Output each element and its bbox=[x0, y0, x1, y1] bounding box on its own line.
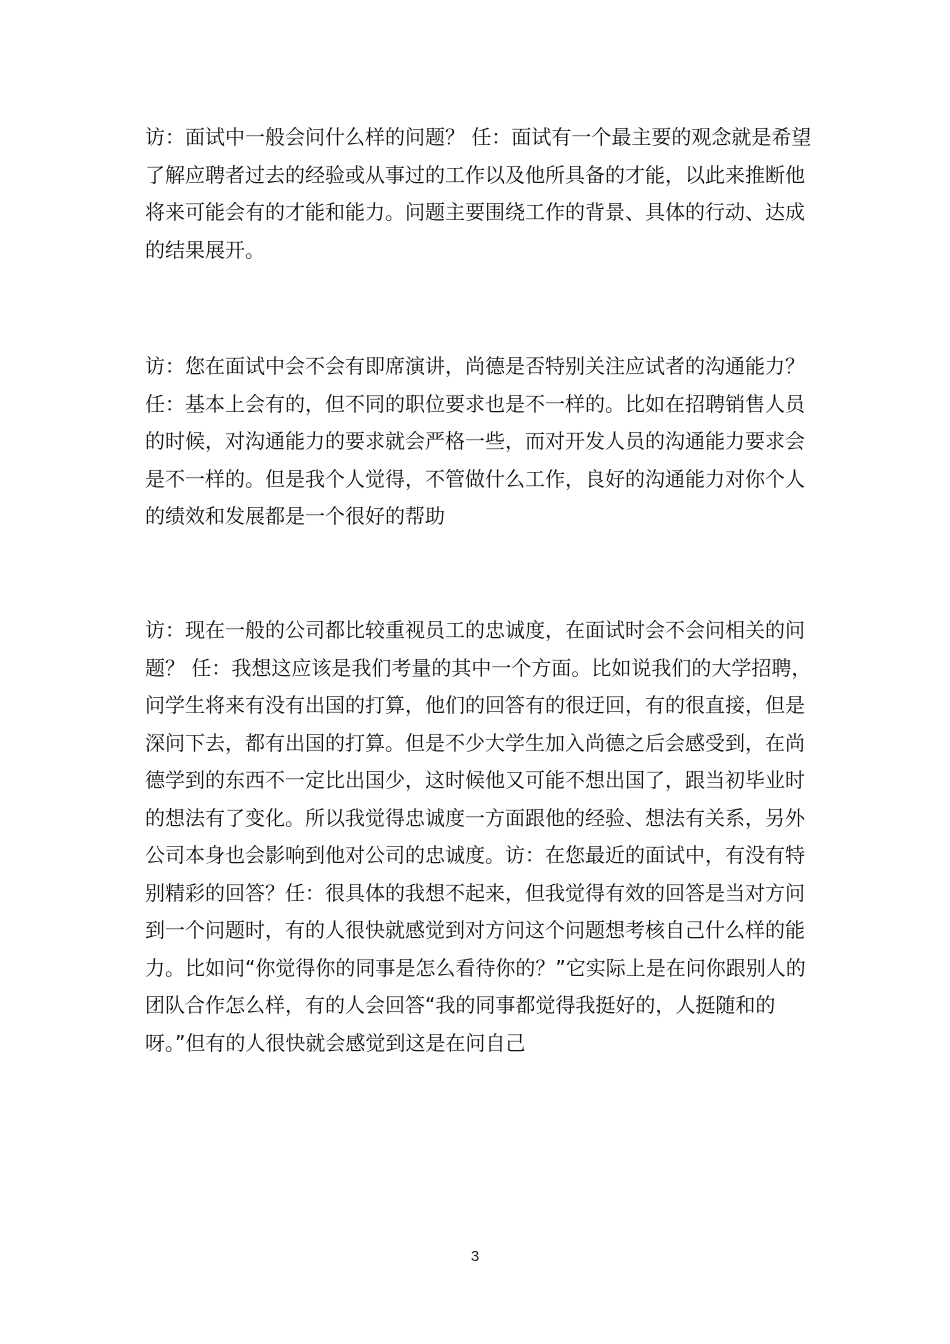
paragraph-interview-questions: 访：面试中一般会问什么样的问题？ 任：面试有一个最主要的观念就是希望了解应聘者过去的经验或从事过的工作以及他所具备的才能，以此来推断他将来可能会有的才能和能力。问题主要围绕工作的背景、具体的行动、达成的结果展开。 bbox=[145, 125, 812, 262]
paragraph-communication-ability: 访：您在面试中会不会有即席演讲，尚德是否特别关注应试者的沟通能力？ 任：基本上会有的，但不同的职位要求也是不一样的。比如在招聘销售人员的时候，对沟通能力的要求就会严格一些，而对开发人员的沟通能力要求会是不一样的。但是我个人觉得，不管做什么工作，良好的沟通能力对你个人的绩效和发展都是一个很好的帮助 bbox=[145, 354, 805, 528]
page-number: 3 bbox=[470, 1248, 480, 1265]
paragraph-loyalty: 访：现在一般的公司都比较重视员工的忠诚度，在面试时会不会问相关的问题？ 任：我想这应该是我们考量的其中一个方面。比如说我们的大学招聘，问学生将来有没有出国的打算，他们的回答有的很迂回，有的很直接，但是深问下去，都有出国的打算。但是不少大学生加入尚德之后会感受到，在尚德学到的东西不一定比出国少，这时候他又可能不想出国了，跟当初毕业时的想法有了变化。所以我觉得忠诚度一方面跟他的经验、想法有关系，另外公司本身也会影响到他对公司的忠诚度。访：在您最近的面试中，有没有特别精彩的回答？任：很具体的我想不起来，但我觉得有效的回答是当对方问到一个问题时，有的人很快就感觉到对方问这个问题想考核自己什么样的能力。比如问“你觉得你的同事是怎么看待你的？”它实际上是在问你跟别人的团队合作怎么样，有的人会回答“我的同事都觉得我挺好的，人挺随和的呀。”但有的人很快就会感觉到这是在问自己 bbox=[145, 618, 812, 1055]
